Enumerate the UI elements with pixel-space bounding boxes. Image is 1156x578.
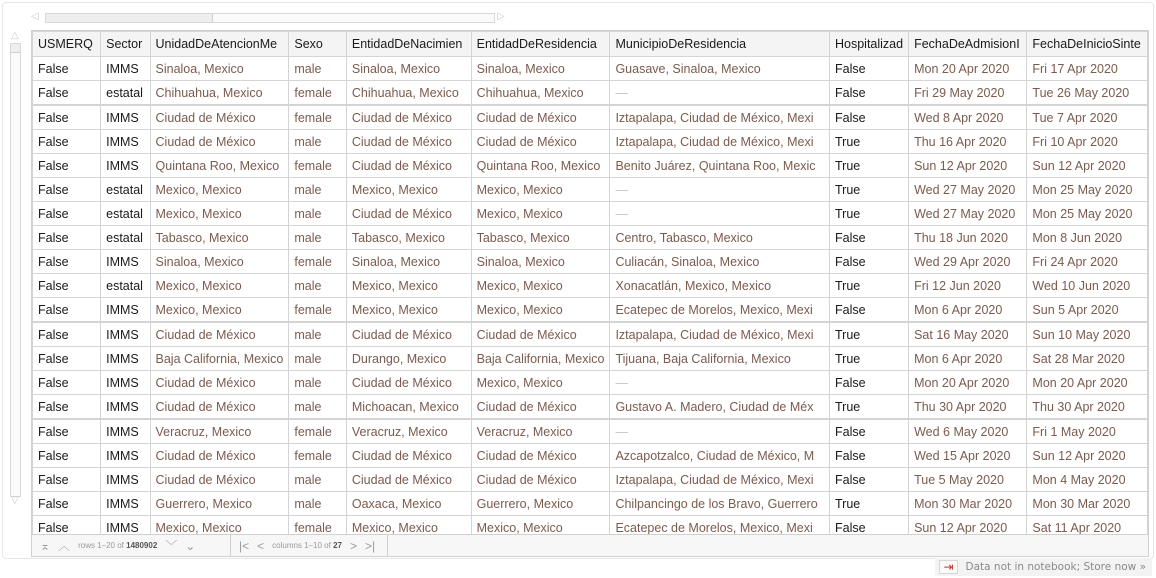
table-row[interactable] <box>33 298 1148 323</box>
table-cell[interactable]: Fri 12 Jun 2020 <box>909 274 1027 298</box>
table-cell[interactable]: Ciudad de México <box>346 130 471 154</box>
table-cell[interactable]: Ciudad de México <box>471 130 610 154</box>
previous-rows-icon[interactable]: ︿ <box>58 538 71 553</box>
last-columns-icon[interactable]: >| <box>365 538 376 553</box>
table-cell[interactable]: Chihuahua, Mexico <box>471 81 610 106</box>
table-cell[interactable]: Mon 25 May 2020 <box>1027 202 1148 226</box>
table-cell[interactable]: Sat 11 Apr 2020 <box>1027 516 1148 540</box>
column-header[interactable]: Sexo <box>289 32 347 57</box>
table-cell[interactable]: Wed 8 Apr 2020 <box>909 105 1027 130</box>
table-cell[interactable]: True <box>829 274 908 298</box>
table-cell[interactable]: IMMS <box>101 492 150 516</box>
table-cell[interactable]: Mon 6 Apr 2020 <box>909 298 1027 323</box>
table-cell[interactable]: Veracruz, Mexico <box>471 419 610 444</box>
table-row[interactable] <box>33 105 1148 130</box>
table-cell[interactable]: female <box>289 250 347 274</box>
table-cell[interactable]: False <box>829 81 908 106</box>
table-cell[interactable]: — <box>610 419 830 444</box>
table-row[interactable] <box>33 468 1148 492</box>
vertical-scroll-thumb[interactable] <box>11 44 20 53</box>
table-cell[interactable]: Ciudad de México <box>150 371 289 395</box>
table-cell[interactable]: False <box>33 444 101 468</box>
first-columns-icon[interactable]: |< <box>239 538 250 553</box>
table-cell[interactable]: Veracruz, Mexico <box>150 419 289 444</box>
table-row[interactable] <box>33 154 1148 178</box>
table-row[interactable] <box>33 202 1148 226</box>
table-cell[interactable]: Sun 12 Apr 2020 <box>909 516 1027 540</box>
table-cell[interactable]: Michoacan, Mexico <box>346 395 471 420</box>
table-cell[interactable]: Mon 20 Apr 2020 <box>909 57 1027 81</box>
table-cell[interactable]: Mexico, Mexico <box>346 298 471 323</box>
table-cell[interactable]: False <box>829 105 908 130</box>
table-cell[interactable]: male <box>289 178 347 202</box>
table-cell[interactable]: Tabasco, Mexico <box>150 226 289 250</box>
table-cell[interactable]: Chihuahua, Mexico <box>346 81 471 106</box>
table-cell[interactable]: — <box>610 81 830 106</box>
table-cell[interactable]: Mexico, Mexico <box>150 202 289 226</box>
table-cell[interactable]: Ecatepec de Morelos, Mexico, Mexi <box>610 298 830 323</box>
table-cell[interactable]: Sinaloa, Mexico <box>346 57 471 81</box>
table-cell[interactable]: Ciudad de México <box>150 105 289 130</box>
table-cell[interactable]: Tue 26 May 2020 <box>1027 81 1148 106</box>
table-cell[interactable]: female <box>289 444 347 468</box>
table-cell[interactable]: estatal <box>101 178 150 202</box>
table-cell[interactable]: Xonacatlán, Mexico, Mexico <box>610 274 830 298</box>
table-row[interactable] <box>33 226 1148 250</box>
table-cell[interactable]: Thu 18 Jun 2020 <box>909 226 1027 250</box>
table-cell[interactable]: Sinaloa, Mexico <box>471 57 610 81</box>
table-cell[interactable]: False <box>33 419 101 444</box>
table-row[interactable] <box>33 274 1148 298</box>
table-cell[interactable]: female <box>289 516 347 540</box>
table-cell[interactable]: male <box>289 468 347 492</box>
table-row[interactable] <box>33 347 1148 371</box>
table-cell[interactable]: Wed 6 May 2020 <box>909 419 1027 444</box>
store-notice-label: Data not in notebook; Store now » <box>965 561 1146 573</box>
data-table <box>32 31 1148 540</box>
table-cell[interactable]: IMMS <box>101 371 150 395</box>
table-cell[interactable]: Tue 7 Apr 2020 <box>1027 105 1148 130</box>
table-cell[interactable]: False <box>33 130 101 154</box>
table-cell[interactable]: — <box>610 371 830 395</box>
table-cell[interactable]: Fri 17 Apr 2020 <box>1027 57 1148 81</box>
dataset-panel <box>2 2 1154 559</box>
table-row[interactable] <box>33 130 1148 154</box>
table-cell[interactable]: Thu 30 Apr 2020 <box>909 395 1027 420</box>
table-cell[interactable]: Durango, Mexico <box>346 347 471 371</box>
table-cell[interactable]: Sun 12 Apr 2020 <box>909 154 1027 178</box>
table-cell[interactable]: False <box>33 322 101 347</box>
column-header[interactable]: FechaDeAdmisionI <box>909 32 1027 57</box>
table-cell[interactable]: estatal <box>101 81 150 106</box>
table-cell[interactable]: IMMS <box>101 130 150 154</box>
scroll-up-icon[interactable]: △ <box>11 30 19 41</box>
table-cell[interactable]: True <box>829 178 908 202</box>
first-rows-icon[interactable]: ⌅ <box>40 538 51 553</box>
table-cell[interactable]: Ciudad de México <box>346 468 471 492</box>
header-row <box>33 32 1148 57</box>
table-cell[interactable]: False <box>829 298 908 323</box>
table-cell[interactable]: Ciudad de México <box>471 444 610 468</box>
table-cell[interactable]: male <box>289 274 347 298</box>
table-cell[interactable]: IMMS <box>101 322 150 347</box>
table-cell[interactable]: male <box>289 395 347 420</box>
column-header[interactable]: UnidadDeAtencionMe <box>150 32 289 57</box>
table-cell[interactable]: Wed 15 Apr 2020 <box>909 444 1027 468</box>
table-cell[interactable]: Chilpancingo de los Bravo, Guerrero <box>610 492 830 516</box>
table-cell[interactable]: False <box>829 57 908 81</box>
table-cell[interactable]: False <box>33 105 101 130</box>
table-cell[interactable]: Sat 28 Mar 2020 <box>1027 347 1148 371</box>
table-cell[interactable]: Ciudad de México <box>346 202 471 226</box>
table-cell[interactable]: Mexico, Mexico <box>150 516 289 540</box>
table-cell[interactable]: Iztapalapa, Ciudad de México, Mexi <box>610 130 830 154</box>
table-cell[interactable]: False <box>33 395 101 420</box>
table-cell[interactable]: Mon 30 Mar 2020 <box>909 492 1027 516</box>
vertical-scroll-track[interactable] <box>10 43 21 497</box>
table-cell[interactable]: Iztapalapa, Ciudad de México, Mexi <box>610 322 830 347</box>
table-cell[interactable]: Iztapalapa, Ciudad de México, Mexi <box>610 468 830 492</box>
table-cell[interactable]: Mexico, Mexico <box>471 371 610 395</box>
table-cell[interactable]: Tijuana, Baja California, Mexico <box>610 347 830 371</box>
table-cell[interactable]: Mon 20 Apr 2020 <box>909 371 1027 395</box>
table-cell[interactable]: Mexico, Mexico <box>346 516 471 540</box>
table-cell[interactable]: Centro, Tabasco, Mexico <box>610 226 830 250</box>
table-cell[interactable]: Mexico, Mexico <box>150 178 289 202</box>
store-arrow-icon: ⇥ <box>939 560 957 574</box>
column-header[interactable]: FechaDeInicioSinte <box>1027 32 1148 57</box>
table-cell[interactable]: Ciudad de México <box>346 154 471 178</box>
horizontal-scrollbar[interactable] <box>31 10 511 24</box>
table-cell[interactable]: Guerrero, Mexico <box>150 492 289 516</box>
table-cell[interactable]: False <box>33 492 101 516</box>
table-cell[interactable]: estatal <box>101 202 150 226</box>
table-cell[interactable]: female <box>289 154 347 178</box>
table-cell[interactable]: False <box>33 154 101 178</box>
table-cell[interactable]: False <box>829 419 908 444</box>
table-cell[interactable]: Thu 30 Apr 2020 <box>1027 395 1148 420</box>
table-cell[interactable]: Mexico, Mexico <box>150 274 289 298</box>
table-cell[interactable]: estatal <box>101 226 150 250</box>
columns-range-label: columns 1–10 of 27 <box>272 541 342 550</box>
scroll-left-icon[interactable]: ◁ <box>31 11 39 22</box>
table-row[interactable] <box>33 81 1148 106</box>
table-cell[interactable]: Mexico, Mexico <box>471 202 610 226</box>
table-cell[interactable]: Sun 10 May 2020 <box>1027 322 1148 347</box>
table-cell[interactable]: male <box>289 322 347 347</box>
table-cell[interactable]: IMMS <box>101 444 150 468</box>
table-cell[interactable]: False <box>33 298 101 323</box>
table-cell[interactable]: False <box>33 178 101 202</box>
previous-columns-icon[interactable]: < <box>257 538 265 553</box>
table-cell[interactable]: Guerrero, Mexico <box>471 492 610 516</box>
table-cell[interactable]: False <box>33 371 101 395</box>
table-cell[interactable]: Wed 29 Apr 2020 <box>909 250 1027 274</box>
table-cell[interactable]: estatal <box>101 274 150 298</box>
table-cell[interactable]: IMMS <box>101 105 150 130</box>
table-cell[interactable]: False <box>33 347 101 371</box>
pagination-bar <box>32 534 1148 556</box>
horizontal-scroll-track[interactable] <box>45 13 495 23</box>
table-cell[interactable]: Mon 25 May 2020 <box>1027 178 1148 202</box>
table-cell[interactable]: Ciudad de México <box>471 105 610 130</box>
table-cell[interactable]: Wed 10 Jun 2020 <box>1027 274 1148 298</box>
table-cell[interactable]: Quintana Roo, Mexico <box>471 154 610 178</box>
table-cell[interactable]: False <box>33 516 101 540</box>
table-cell[interactable]: Ciudad de México <box>150 130 289 154</box>
table-cell[interactable]: Baja California, Mexico <box>150 347 289 371</box>
table-cell[interactable]: Mexico, Mexico <box>471 274 610 298</box>
last-rows-icon[interactable]: ⌄ <box>185 538 196 553</box>
table-cell[interactable]: Iztapalapa, Ciudad de México, Mexi <box>610 105 830 130</box>
table-cell[interactable]: male <box>289 347 347 371</box>
table-cell[interactable]: — <box>610 202 830 226</box>
table-cell[interactable]: Culiacán, Sinaloa, Mexico <box>610 250 830 274</box>
table-cell[interactable]: Guasave, Sinaloa, Mexico <box>610 57 830 81</box>
table-cell[interactable]: male <box>289 130 347 154</box>
table-cell[interactable]: Ciudad de México <box>471 468 610 492</box>
column-header[interactable]: Sector <box>101 32 150 57</box>
table-cell[interactable]: Chihuahua, Mexico <box>150 81 289 106</box>
horizontal-scroll-thumb[interactable] <box>46 14 213 22</box>
table-cell[interactable]: Sun 12 Apr 2020 <box>1027 154 1148 178</box>
table-cell[interactable]: Ecatepec de Morelos, Mexico, Mexi <box>610 516 830 540</box>
table-row[interactable] <box>33 395 1148 420</box>
table-cell[interactable]: Ciudad de México <box>346 371 471 395</box>
rows-range-label: rows 1–20 of 1480902 <box>78 541 158 550</box>
table-cell[interactable]: False <box>829 250 908 274</box>
table-cell[interactable]: Tue 5 May 2020 <box>909 468 1027 492</box>
table-cell[interactable]: Ciudad de México <box>471 395 610 420</box>
table-cell[interactable]: Ciudad de México <box>346 322 471 347</box>
table-cell[interactable]: Mexico, Mexico <box>150 298 289 323</box>
table-cell[interactable]: Tabasco, Mexico <box>471 226 610 250</box>
table-row[interactable] <box>33 178 1148 202</box>
column-header[interactable]: Hospitalizad <box>829 32 908 57</box>
table-cell[interactable]: Fri 29 May 2020 <box>909 81 1027 106</box>
table-cell[interactable]: male <box>289 371 347 395</box>
table-cell[interactable]: Mon 6 Apr 2020 <box>909 347 1027 371</box>
table-cell[interactable]: Mexico, Mexico <box>346 274 471 298</box>
table-cell[interactable]: Fri 10 Apr 2020 <box>1027 130 1148 154</box>
table-cell[interactable]: Mon 20 Apr 2020 <box>1027 371 1148 395</box>
table-cell[interactable]: male <box>289 202 347 226</box>
table-cell[interactable]: True <box>829 154 908 178</box>
next-columns-icon[interactable]: > <box>349 538 357 553</box>
table-cell[interactable]: Ciudad de México <box>150 322 289 347</box>
table-cell[interactable]: IMMS <box>101 419 150 444</box>
scroll-down-icon[interactable]: ▽ <box>11 495 19 506</box>
table-cell[interactable]: False <box>33 250 101 274</box>
table-cell[interactable]: Mexico, Mexico <box>471 178 610 202</box>
table-cell[interactable]: Fri 24 Apr 2020 <box>1027 250 1148 274</box>
table-cell[interactable]: True <box>829 202 908 226</box>
table-cell[interactable]: Tabasco, Mexico <box>346 226 471 250</box>
table-cell[interactable]: True <box>829 347 908 371</box>
table-cell[interactable]: False <box>33 226 101 250</box>
table-cell[interactable]: Sat 16 May 2020 <box>909 322 1027 347</box>
table-cell[interactable]: female <box>289 419 347 444</box>
table-cell[interactable]: False <box>829 516 908 540</box>
table-row[interactable] <box>33 322 1148 347</box>
table-cell[interactable]: True <box>829 130 908 154</box>
table-cell[interactable]: Ciudad de México <box>150 395 289 420</box>
table-cell[interactable]: IMMS <box>101 298 150 323</box>
table-cell[interactable]: female <box>289 105 347 130</box>
table-cell[interactable]: Benito Juárez, Quintana Roo, Mexic <box>610 154 830 178</box>
column-header[interactable]: MunicipioDeResidencia <box>610 32 830 57</box>
table-cell[interactable]: Sinaloa, Mexico <box>150 57 289 81</box>
table-cell[interactable]: False <box>33 468 101 492</box>
table-cell[interactable]: True <box>829 395 908 420</box>
store-data-button[interactable] <box>935 558 1152 576</box>
table-cell[interactable]: Sinaloa, Mexico <box>346 250 471 274</box>
table-cell[interactable]: female <box>289 298 347 323</box>
table-row[interactable] <box>33 444 1148 468</box>
table-cell[interactable]: Mon 8 Jun 2020 <box>1027 226 1148 250</box>
table-cell[interactable]: Ciudad de México <box>150 468 289 492</box>
table-cell[interactable]: Mexico, Mexico <box>471 516 610 540</box>
table-cell[interactable]: Oaxaca, Mexico <box>346 492 471 516</box>
table-row[interactable] <box>33 492 1148 516</box>
table-cell[interactable]: False <box>33 274 101 298</box>
table-cell[interactable]: Sinaloa, Mexico <box>471 250 610 274</box>
table-row[interactable] <box>33 371 1148 395</box>
table-cell[interactable]: False <box>829 444 908 468</box>
table-cell[interactable]: Gustavo A. Madero, Ciudad de Méx <box>610 395 830 420</box>
table-cell[interactable]: False <box>33 57 101 81</box>
table-cell[interactable]: True <box>829 492 908 516</box>
table-cell[interactable]: IMMS <box>101 250 150 274</box>
table-cell[interactable]: IMMS <box>101 395 150 420</box>
vertical-scrollbar[interactable] <box>9 31 23 507</box>
table-cell[interactable]: False <box>829 468 908 492</box>
table-cell[interactable]: Sun 12 Apr 2020 <box>1027 444 1148 468</box>
table-row[interactable] <box>33 57 1148 81</box>
column-header[interactable]: EntidadDeResidencia <box>471 32 610 57</box>
column-header[interactable]: EntidadDeNacimien <box>346 32 471 57</box>
table-cell[interactable]: Ciudad de México <box>471 322 610 347</box>
table-cell[interactable]: female <box>289 81 347 106</box>
table-cell[interactable]: Mon 30 Mar 2020 <box>1027 492 1148 516</box>
data-grid <box>31 30 1149 557</box>
table-cell[interactable]: male <box>289 226 347 250</box>
table-cell[interactable]: Mexico, Mexico <box>346 178 471 202</box>
table-cell[interactable]: Wed 27 May 2020 <box>909 178 1027 202</box>
table-cell[interactable]: Baja California, Mexico <box>471 347 610 371</box>
table-cell[interactable]: Thu 16 Apr 2020 <box>909 130 1027 154</box>
table-cell[interactable]: True <box>829 322 908 347</box>
table-cell[interactable]: Sun 5 Apr 2020 <box>1027 298 1148 323</box>
table-cell[interactable]: Azcapotzalco, Ciudad de México, M <box>610 444 830 468</box>
table-cell[interactable]: Ciudad de México <box>150 444 289 468</box>
table-cell[interactable]: False <box>829 371 908 395</box>
table-cell[interactable]: Quintana Roo, Mexico <box>150 154 289 178</box>
table-cell[interactable]: male <box>289 492 347 516</box>
table-cell[interactable]: Ciudad de México <box>346 105 471 130</box>
table-cell[interactable]: IMMS <box>101 516 150 540</box>
scroll-right-icon[interactable]: ▷ <box>497 11 505 22</box>
table-cell[interactable]: Mexico, Mexico <box>471 298 610 323</box>
table-cell[interactable]: Wed 27 May 2020 <box>909 202 1027 226</box>
table-cell[interactable]: Fri 1 May 2020 <box>1027 419 1148 444</box>
table-cell[interactable]: False <box>829 226 908 250</box>
table-cell[interactable]: Veracruz, Mexico <box>346 419 471 444</box>
table-cell[interactable]: IMMS <box>101 347 150 371</box>
table-row[interactable] <box>33 419 1148 444</box>
table-row[interactable] <box>33 250 1148 274</box>
table-cell[interactable]: Mon 4 May 2020 <box>1027 468 1148 492</box>
table-cell[interactable]: IMMS <box>101 154 150 178</box>
table-cell[interactable]: Sinaloa, Mexico <box>150 250 289 274</box>
table-cell[interactable]: False <box>33 202 101 226</box>
table-cell[interactable]: IMMS <box>101 468 150 492</box>
table-cell[interactable]: Ciudad de México <box>346 444 471 468</box>
table-cell[interactable]: — <box>610 178 830 202</box>
table-cell[interactable]: False <box>33 81 101 106</box>
table-cell[interactable]: male <box>289 57 347 81</box>
column-header[interactable]: USMERQ <box>33 32 101 57</box>
next-rows-icon[interactable]: ﹀ <box>165 538 178 553</box>
table-cell[interactable]: IMMS <box>101 57 150 81</box>
